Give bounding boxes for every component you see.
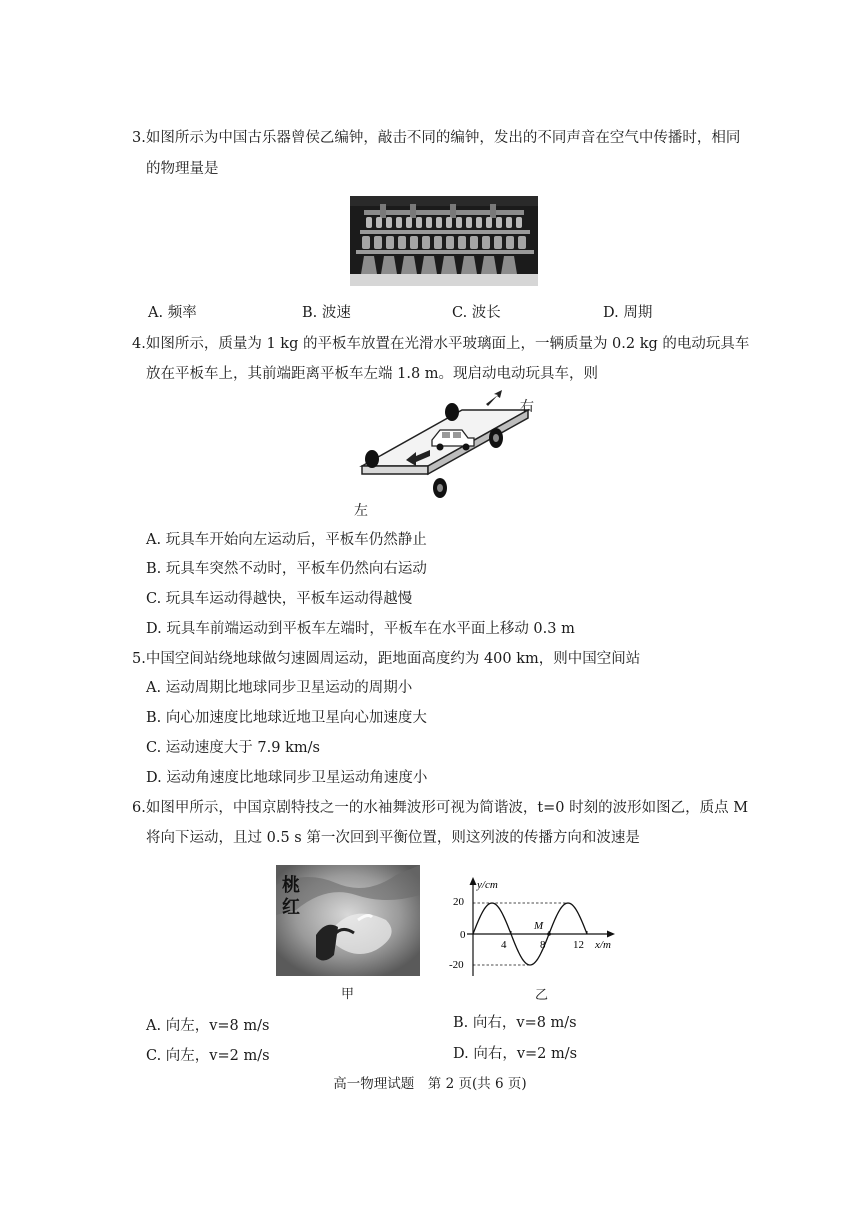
q4-option-a: A. 玩具车开始向左运动后，平板车仍然静止 [146,532,427,548]
y-axis-label: y/cm [477,879,498,891]
x-axis-label: x/m [595,939,611,951]
x-tick-4: 4 [501,939,507,951]
flatcar-diagram [340,390,550,518]
page-footer: 高一物理试题 第 2 页(共 6 页) [333,1076,527,1092]
x-axis-arrow [607,931,615,938]
caption-jia: 甲 [341,987,355,1002]
q6-stem-line2: 将向下运动，且过 0.5 s 第一次回到平衡位置，则这列波的传播方向和波速是 [146,830,640,846]
q5-option-a: A. 运动周期比地球同步卫星运动的周期小 [146,680,413,696]
caption-yi: 乙 [535,988,549,1003]
photo-calligraphy: 桃红 [282,875,300,918]
fig-label-right: 右 [520,399,534,415]
q6-option-d: D. 向右，v=2 m/s [453,1046,578,1062]
q6-option-a: A. 向左，v=8 m/s [146,1018,270,1034]
q5-option-d: D. 运动角速度比地球同步卫星运动角速度小 [146,770,428,786]
q6-stem-line1: 6.如图甲所示，中国京剧特技之一的水袖舞波形可视为简谐波，t=0 时刻的波形如图乙，质点 M [132,800,749,816]
q3-stem-line2: 的物理量是 [146,161,219,177]
q3-option-a: A. 频率 [148,305,197,321]
bianzhong-photo [350,196,538,286]
q4-option-d: D. 玩具车前端运动到平板车左端时，平板车在水平面上移动 0.3 m [146,621,575,637]
y-axis-arrow [470,877,477,885]
q3-option-b: B. 波速 [302,305,351,321]
fig-label-left: 左 [354,503,368,519]
q4-stem-line2: 放在平板车上，其前端距离平板车左端 1.8 m。现启动电动玩具车，则 [146,366,599,382]
q5-stem: 5.中国空间站绕地球做匀速圆周运动，距地面高度约为 400 km，则中国空间站 [132,651,641,667]
q6-option-c: C. 向左，v=2 m/s [146,1048,270,1064]
q3-stem-line1: 3.如图所示为中国古乐器曾侯乙编钟，敲击不同的编钟，发出的不同声音在空气中传播时，相同 [132,130,741,146]
q4-stem-line1: 4.如图所示，质量为 1 kg 的平板车放置在光滑水平玻璃面上，一辆质量为 0.2 kg 的电动玩具车 [132,336,750,352]
wave-graph [445,870,625,982]
q4-option-b: B. 玩具车突然不动时，平板车仍然向右运动 [146,561,427,577]
water-sleeve-photo [276,865,420,976]
y-tick-neg20: -20 [449,959,464,971]
y-tick-0: 0 [460,929,466,941]
q3-option-d: D. 周期 [603,305,653,321]
y-tick-20: 20 [453,896,464,908]
point-m-label: M [534,920,544,932]
q6-option-b: B. 向右，v=8 m/s [453,1015,577,1031]
q5-option-c: C. 运动速度大于 7.9 km/s [146,740,320,756]
q4-option-c: C. 玩具车运动得越快，平板车运动得越慢 [146,591,413,607]
x-tick-8: 8 [540,939,546,951]
x-tick-12: 12 [573,939,584,951]
q5-option-b: B. 向心加速度比地球近地卫星向心加速度大 [146,710,427,726]
q3-option-c: C. 波长 [452,305,501,321]
